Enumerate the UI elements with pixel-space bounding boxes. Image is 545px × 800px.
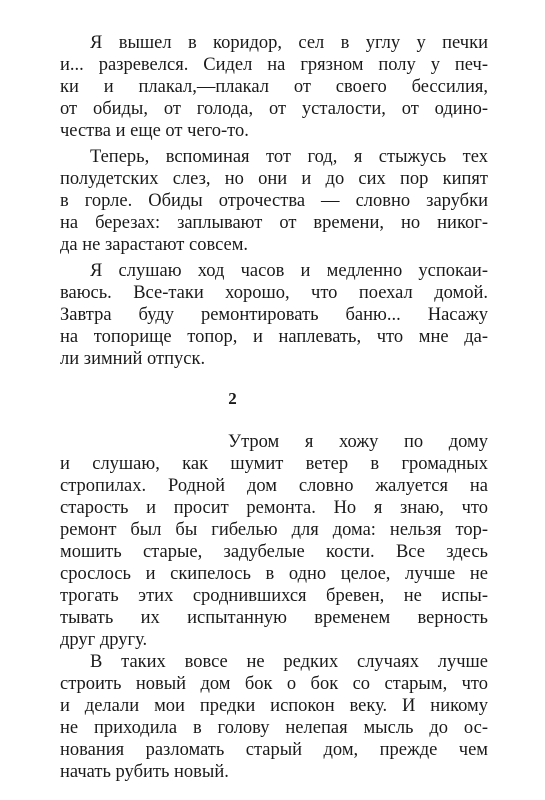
text-line: на топорище топор, и наплевать, что мне да- — [60, 327, 488, 347]
text-line: стропилах. Родной дом словно жалуется на — [60, 476, 488, 496]
text-line: трогать этих сроднившихся бревен, не испы- — [60, 586, 488, 606]
text-line: не приходила в голову нелепая мысль до ос- — [60, 718, 488, 738]
text-line: ки и плакал,—плакал от своего бессилия, — [60, 77, 488, 97]
text-line: Я вышел в коридор, сел в углу у печки — [90, 33, 488, 53]
text-line: ремонт был бы гибелью для дома: нельзя тор- — [60, 520, 488, 540]
text-line: Теперь, вспоминая тот год, я стыжусь тех — [90, 147, 488, 167]
text-line: мошить старые, задубелые кости. Все здесь — [60, 542, 488, 562]
text-line: да не зарастают совсем. — [60, 235, 249, 255]
text-line: тывать их испытанную временем верность — [60, 608, 488, 628]
section-number: 2 — [228, 389, 237, 408]
text-line: и делали мои предки испокон веку. И никому — [60, 696, 488, 716]
text-line: чества и еще от чего-то. — [60, 121, 249, 141]
text-line: от обиды, от голода, от усталости, от одино- — [60, 99, 488, 119]
text-line: друг другу. — [60, 630, 148, 650]
text-line: и... разревелся. Сидел на грязном полу у печ- — [60, 55, 488, 75]
text-line: ваюсь. Все-таки хорошо, что поехал домой. — [60, 283, 488, 303]
text-line: срослось и скипелось в одно целое, лучше не — [60, 564, 488, 584]
text-line: ли зимний отпуск. — [60, 349, 206, 369]
text-line: нования разломать старый дом, прежде чем — [60, 740, 488, 760]
text-line: В таких вовсе не редких случаях лучше — [90, 652, 488, 672]
text-line: строить новый дом бок о бок со старым, что — [60, 674, 488, 694]
text-line: Я слушаю ход часов и медленно успокаи- — [90, 261, 488, 281]
text-line: Утром я хожу по дому — [228, 432, 488, 452]
text-line: в горле. Обиды отрочества — словно зарубки — [60, 191, 488, 211]
text-line: на березах: заплывают от времени, но никог- — [60, 213, 488, 233]
text-line: полудетских слез, но они и до сих пор кипят — [60, 169, 488, 189]
text-line: Завтра буду ремонтировать баню... Насажу — [60, 305, 488, 325]
text-line: начать рубить новый. — [60, 762, 229, 782]
text-line: и слушаю, как шумит ветер в громадных — [60, 454, 488, 474]
text-line: старость и просит ремонта. Но я знаю, что — [60, 498, 488, 518]
